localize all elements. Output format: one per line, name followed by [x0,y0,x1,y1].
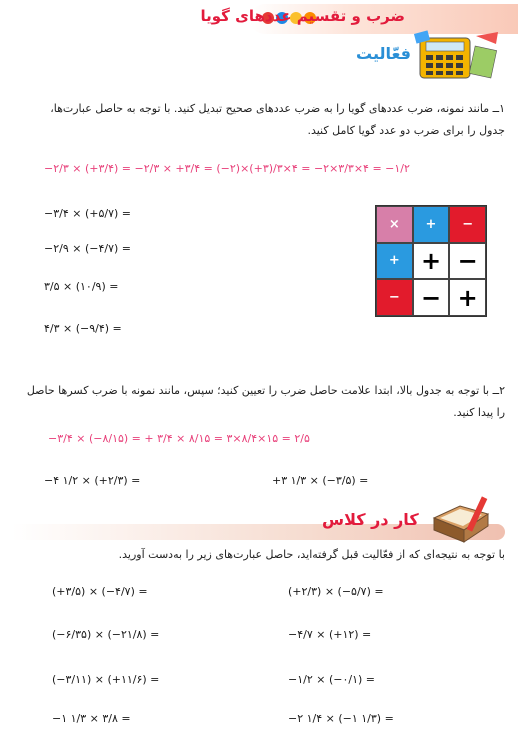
example-1-expression: −۲/۳ × (+۳/۴) = −۲/۳ × +۳/۴ = (−۲)×(+۳)/۳×۴ = −۲×۳/۳×۴ = −۱/۲ [44,162,410,175]
grid-header-minus: − [449,206,486,243]
grid-header-plus: + [413,206,450,243]
classwork-exercise-1: (+۳/۵) × (−۴/۷) = [52,585,148,598]
exercise-1a: −۳/۴ × (+۵/۷) = [44,207,131,220]
exercise-2a: −۴ ۱/۲ × (+۲/۳) = [44,474,141,487]
grid-row-header-minus: − [376,279,413,316]
classwork-exercise-3: (−۶/۳۵) × (−۲۱/۸) = [52,628,160,641]
classwork-exercise-5: (−۳/۱۱) × (+۱۱/۶) = [52,673,160,686]
exercise-2b: +۳ ۱/۳ × (−۳/۵) = [272,474,369,487]
sign-multiplication-table [375,205,487,317]
activity-title: فعّالیت [356,44,411,63]
question-2-text: ۲ــ با توجه به جدول بالا، ابتدا علامت حاصل ضرب را تعیین کنید؛ سپس، مانند نمونه با ضرب کسرها حاصل را پیدا کنید. [26,384,505,419]
example-2-expression: −۳/۴ × (−۸/۱۵) = + ۳/۴ × ۸/۱۵ = ۳×۸/۴×۱۵ = ۲/۵ [48,432,310,445]
grid-cell-plus-minus: − [449,243,486,280]
chapter-title: ضرب و تقسیم عددهای گویا [200,7,405,25]
classwork-exercise-6: −۱/۲ × (−۰/۱) = [288,673,375,686]
classwork-exercise-7: −۱ ۱/۳ × ۳/۸ = [52,712,131,725]
classwork-intro: با توجه به نتیجه‌ای که از فعّالیت قبل گرفته‌اید، حاصل عبارت‌های زیر را به‌دست آورید. [118,548,505,561]
grid-cell-minus-plus: − [413,279,450,316]
exercise-1c: ۳/۵ × (۱۰/۹) = [44,280,119,293]
exercise-1b: −۲/۹ × (−۴/۷) = [44,242,131,255]
classwork-exercise-8: −۲ ۱/۴ × (−۱ ۱/۳) = [288,712,394,725]
classwork-exercise-4: −۴/۷ × (+۱۲) = [288,628,372,641]
classwork-exercise-2: (+۲/۳) × (−۵/۷) = [288,585,384,598]
exercise-1d: ۴/۳ × (−۹/۴) = [44,322,122,335]
grid-cell-minus-minus: + [449,279,486,316]
classwork-title: کار در کلاس [322,510,419,529]
grid-row-header-plus: + [376,243,413,280]
book-and-pencil-icon [430,492,492,550]
question-1-text: ۱ــ مانند نمونه، ضرب عددهای گویا را به ضرب عددهای صحیح تبدیل کنید. با توجه به حاصل عبارت‌ها، جدول را برای ضرب دو عدد گویا کامل کنید. [50,102,505,137]
calculator-illustration-icon [412,28,504,84]
grid-cell-plus-plus: + [413,243,450,280]
grid-corner-times: × [376,206,413,243]
